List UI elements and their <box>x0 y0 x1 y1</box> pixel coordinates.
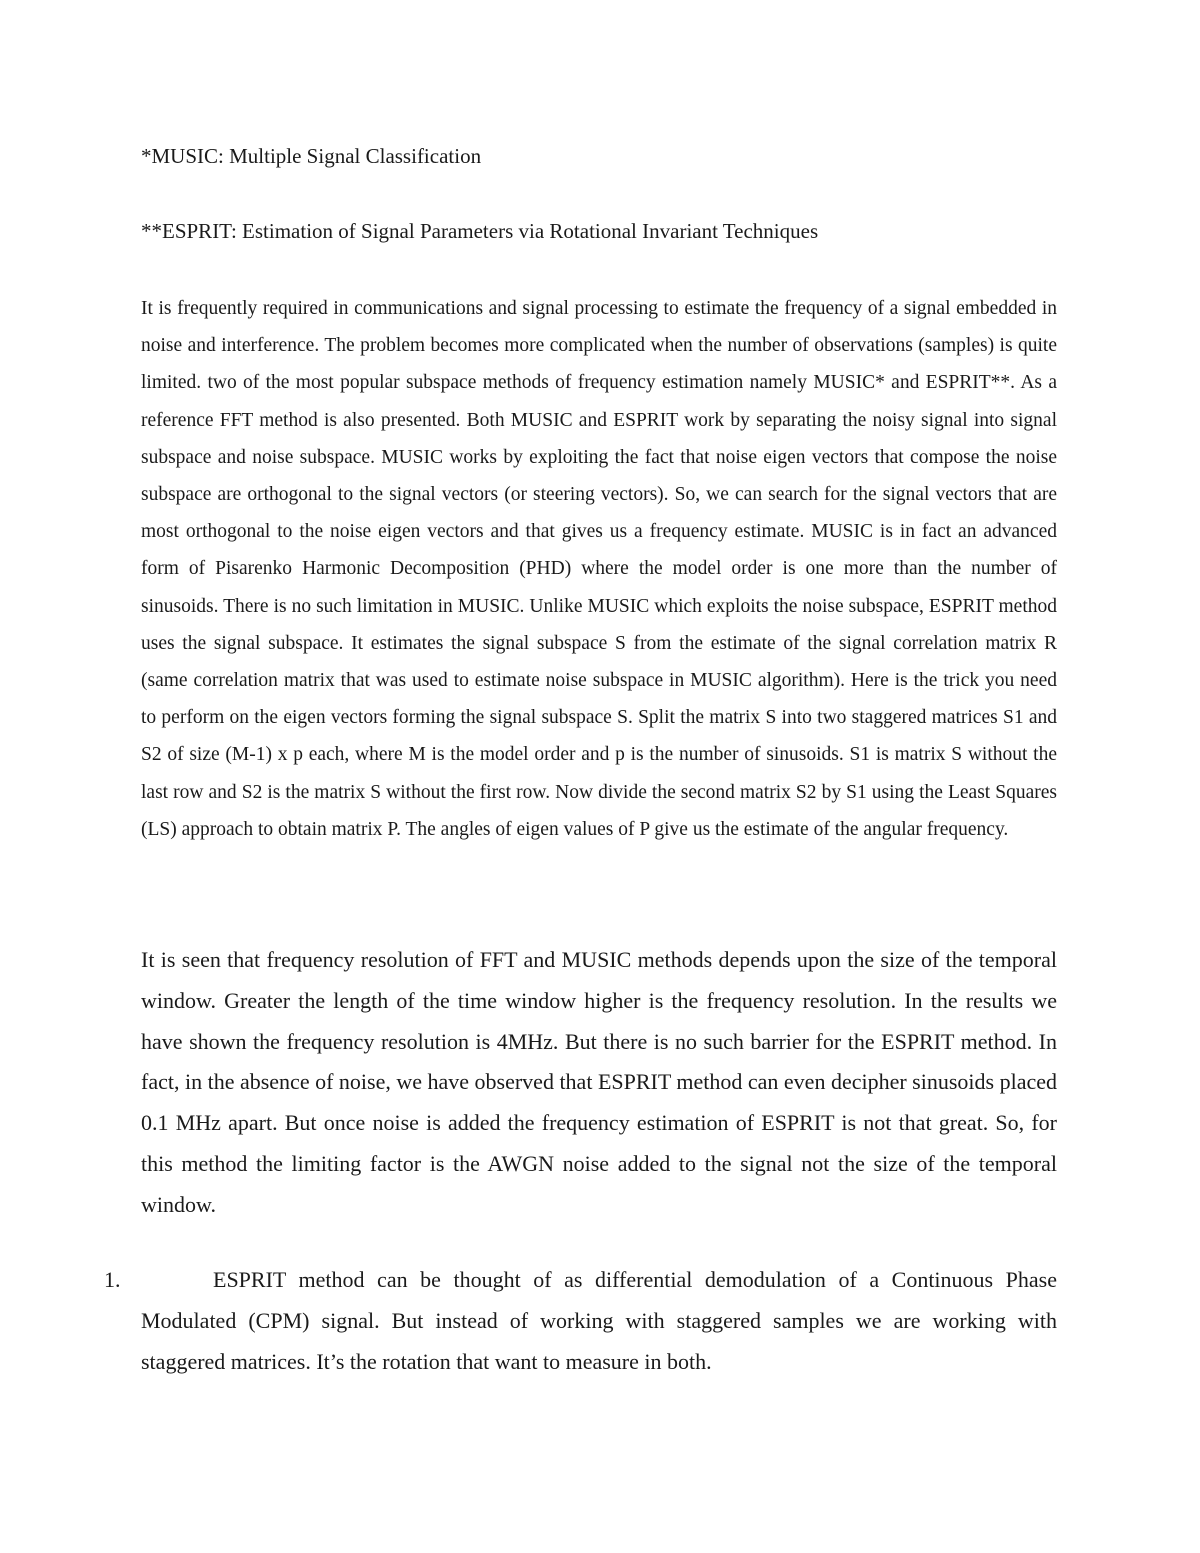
body-paragraph-subspace-methods: It is frequently required in communications and signal processing to estimate the frequency of a signal embedded in noise and interference. The problem becomes more complicated when the number of observations (samples) is quite limited. two of the most popular subspace methods of frequency estimation namely MUSIC* and ESPRIT**. As a reference FFT method is also presented. Both MUSIC and ESPRIT work by separating the noisy signal into signal subspace and noise subspace. MUSIC works by exploiting the fact that noise eigen vectors that compose the noise subspace are orthogonal to the signal vectors (or steering vectors). So, we can search for the signal vectors that are most orthogonal to the noise eigen vectors and that gives us a frequency estimate. MUSIC is in fact an advanced form of Pisarenko Harmonic Decomposition (PHD) where the model order is one more than the number of sinusoids. There is no such limitation in MUSIC. Unlike MUSIC which exploits the noise subspace, ESPRIT method uses the signal subspace. It estimates the signal subspace S from the estimate of the signal correlation matrix R (same correlation matrix that was used to estimate noise subspace in MUSIC algorithm). Here is the trick you need to perform on the eigen vectors forming the signal subspace S. Split the matrix S into two staggered matrices S1 and S2 of size (M-1) x p each, where M is the model order and p is the number of sinusoids. S1 is matrix S without the last row and S2 is the matrix S without the first row. Now divide the second matrix S2 by S1 using the Least Squares (LS) approach to obtain matrix P. The angles of eigen values of P give us the estimate of the angular frequency. <box>141 298 1057 840</box>
list-item-number: 1. <box>104 1267 121 1292</box>
list-item-text: ESPRIT method can be thought of as differential demodulation of a Continuous Phase Modulated (CPM) signal. But instead of working with staggered samples we are working with staggered matrices. It’s the rotation that want to measure in both. <box>141 1267 1057 1374</box>
footnote-music-definition: *MUSIC: Multiple Signal Classification <box>141 144 482 168</box>
footnote-esprit-definition: **ESPRIT: Estimation of Signal Parameters via Rotational Invariant Techniques <box>141 219 819 243</box>
body-paragraph-frequency-resolution: It is seen that frequency resolution of FFT and MUSIC methods depends upon the size of the temporal window. Greater the length of the time window higher is the frequency resolution. In the results we have shown the frequency resolution is 4MHz. But there is no such barrier for the ESPRIT method. In fact, in the absence of noise, we have observed that ESPRIT method can even decipher sinusoids placed 0.1 MHz apart. But once noise is added the frequency estimation of ESPRIT is not that great. So, for this method the limiting factor is the AWGN noise added to the signal not the size of the temporal window. <box>141 947 1057 1217</box>
